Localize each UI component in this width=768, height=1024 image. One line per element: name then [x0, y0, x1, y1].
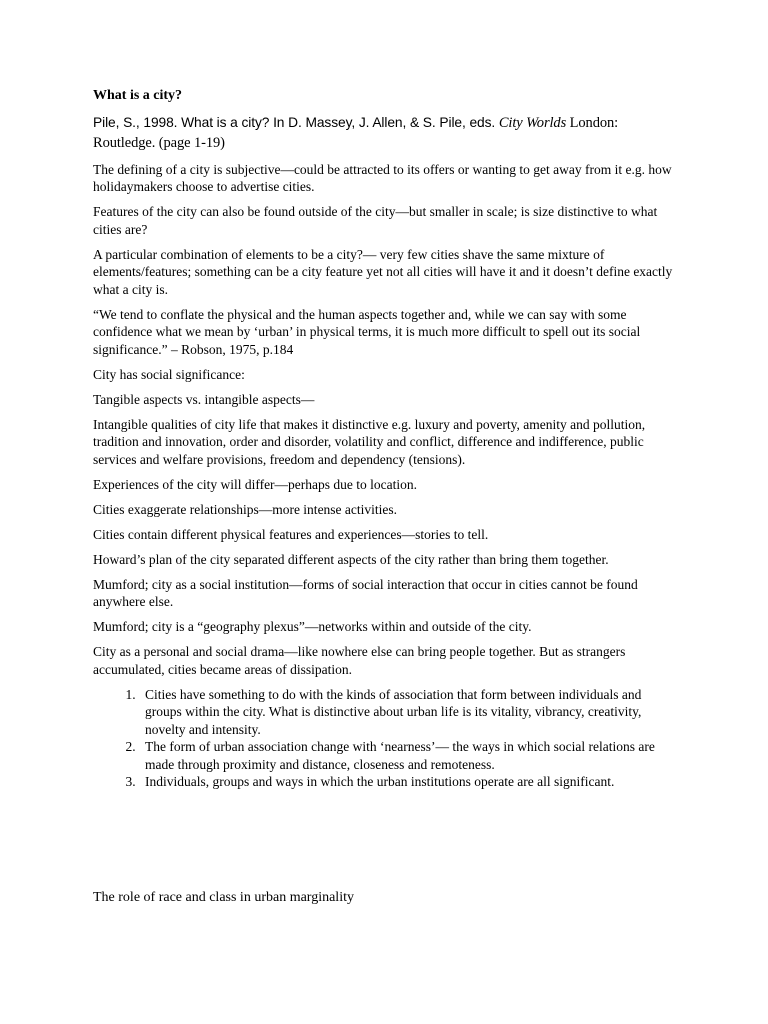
reference-suffix: London: Routledge. (page 1-19) — [93, 114, 619, 151]
paragraph: Experiences of the city will differ—perhaps due to location. — [93, 476, 418, 492]
paragraph: City has social significance: — [93, 366, 245, 382]
list-item: 3. Individuals, groups and ways in which the urban institutions operate are all significant. — [139, 773, 678, 791]
paragraph: Mumford; city as a social institution—forms of social interaction that occur in cities cannot be found anywhere else. — [93, 576, 638, 609]
paragraph: Intangible qualities of city life that makes it distinctive e.g. luxury and poverty, amenity and pollution, tradition and innovation, order and disorder, volatility and conflict, difference and indifference, public services and welfare provisions, freedom and dependency (tensions). — [93, 416, 646, 467]
paragraph: Cities contain different physical features and experiences—stories to tell. — [93, 526, 489, 542]
document-title: What is a city? — [93, 88, 183, 103]
reference-book-title: City Worlds — [498, 114, 567, 131]
paragraph: A particular combination of elements to be a city?— very few cities shave the same mixture of elements/features; something can be a city feature yet not all cities will have it and it doesn’t define exactly what a city is. — [93, 246, 673, 297]
reference-prefix: Pile, S., 1998. What is a city? In D. Massey, J. Allen, & S. Pile, eds. — [93, 114, 499, 130]
list-item: 2. The form of urban association change with ‘nearness’— the ways in which social relations are made through proximity and distance, closeness and remoteness. — [139, 738, 678, 773]
paragraph: Features of the city can also be found outside of the city—but smaller in scale; is size distinctive to what cities are? — [93, 204, 658, 237]
paragraph: Howard’s plan of the city separated different aspects of the city rather than bring them together. — [93, 551, 609, 567]
list-item: 1. Cities have something to do with the kinds of association that form between individuals and groups within the city. What is distinctive about urban life is its vitality, vibrancy, creativity, novelty and intensity. — [139, 686, 678, 739]
paragraph: Mumford; city is a “geography plexus”—networks within and outside of the city. — [93, 619, 532, 634]
paragraph: Tangible aspects vs. intangible aspects— — [93, 391, 315, 407]
paragraph: The defining of a city is subjective—could be attracted to its offers or wanting to get away from it e.g. how holidaymakers choose to advertise cities. — [93, 161, 672, 194]
paragraph: City as a personal and social drama—like nowhere else can bring people together. But as strangers accumulated, cities became areas of dissipation. — [93, 644, 626, 677]
paragraph: “We tend to conflate the physical and the human aspects together and, while we can say with some confidence what we mean by ‘urban’ in physical terms, it is much more difficult to spell out its social significance.” – Robson, 1975, p.184 — [93, 306, 641, 357]
reference-citation — [93, 113, 678, 153]
section-heading: The role of race and class in urban marginality — [93, 890, 354, 905]
numbered-list — [93, 686, 678, 791]
paragraph: Cities exaggerate relationships—more intense activities. — [93, 501, 398, 517]
